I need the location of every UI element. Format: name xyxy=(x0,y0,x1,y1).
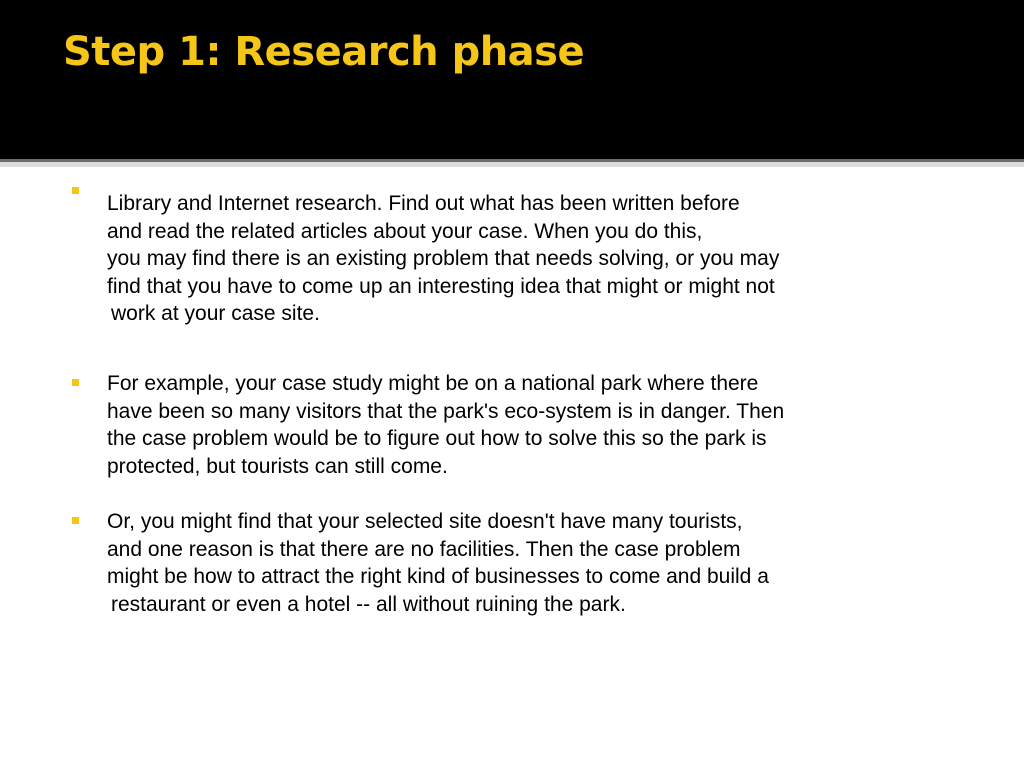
bullet-line: Library and Internet research. Find out what has been written before xyxy=(107,192,740,215)
bullet-line: have been so many visitors that the park's eco-system is in danger. Then xyxy=(107,399,785,423)
bullet-line: and read the related articles about your case. When you do this, xyxy=(107,219,703,243)
square-bullet-icon xyxy=(72,379,79,386)
bullet-text xyxy=(107,508,1007,618)
bullet-text xyxy=(107,370,1007,480)
bullet-line: Or, you might find that your selected site doesn't have many tourists, xyxy=(107,510,743,533)
bullet-line: might be how to attract the right kind of businesses to come and build a xyxy=(107,565,769,588)
slide-title: Step 1: Research phase xyxy=(63,29,585,75)
bullet-line: find that you have to come up an interesting idea that might or might not xyxy=(107,274,775,298)
bullet-line: you may find there is an existing problem that needs solving, or you may xyxy=(107,247,780,270)
bullet-line: restaurant or even a hotel -- all without ruining the park. xyxy=(111,592,626,616)
bullet-line: the case problem would be to figure out how to solve this so the park is xyxy=(107,427,767,450)
bullet-line: protected, but tourists can still come. xyxy=(107,454,448,478)
bullet-text xyxy=(107,190,1007,328)
bullet-line: and one reason is that there are no facilities. Then the case problem xyxy=(107,537,741,561)
bullet-line: For example, your case study might be on a national park where there xyxy=(107,372,759,395)
square-bullet-icon xyxy=(72,187,79,194)
square-bullet-icon xyxy=(72,517,79,524)
bullet-line: work at your case site. xyxy=(111,302,320,325)
